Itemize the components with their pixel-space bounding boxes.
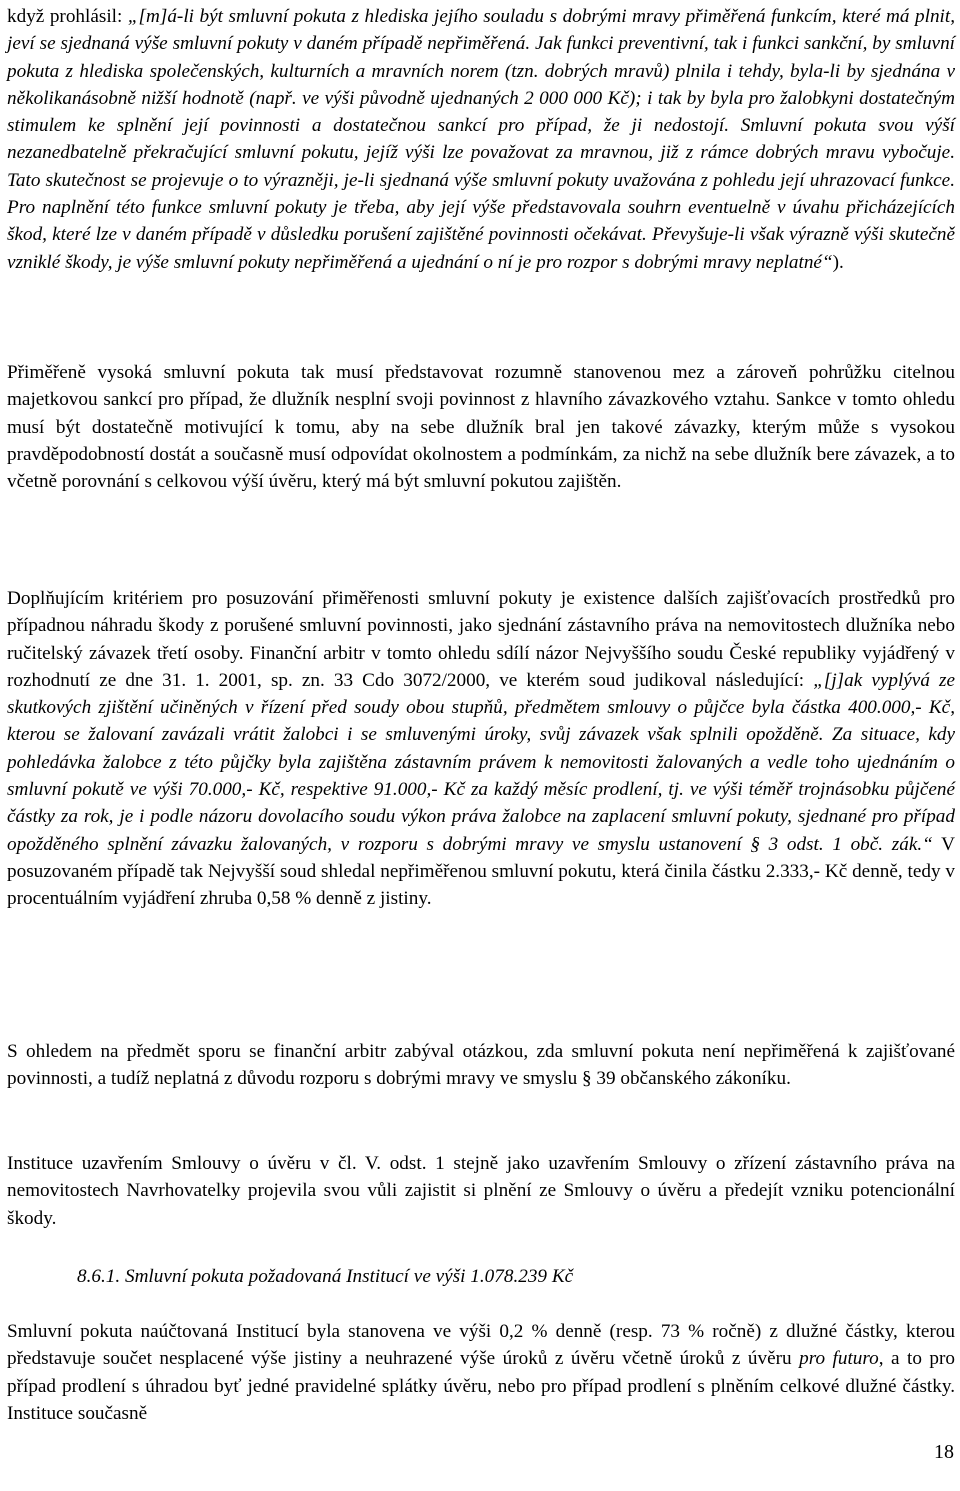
paragraph-conclusion: V posuzovaném případě tak Nejvyšší soud shledal nepřiměřenou smluvní pokutu, která činila částku 2.333,- Kč denně, tedy v procentuálním vyjádření zhruba 0,58 % denně z jistiny. <box>7 833 955 910</box>
quoted-supreme-court-text: „[j]ak vyplývá ze skutkových zjištění učiněných v řízení před soudy obou stupňů, předmětem smlouvy o půjčce byla částka 400.000,- Kč, kterou se žalovaní zavázali vrátit žalobci i se smluvenými úroky, svůj závazek však splnili opožděně. Za situace, kdy pohledávka žalobce z této půjčky byla zajištěna zástavním právem k nemovitosti žalovaných a vedle toho ujednáním o smluvní pokutě ve výši 70.000,- Kč, respektive 91.000,- Kč za každý měsíc prodlení, tj. ve výši téměř trojnásobku půjčené částky za rok, je i podle názoru dovolacího soudu výkon práva žalobce na zaplacení smluvní pokuty, sjednané pro případ opožděného splnění závazku žalovaných, v rozporu s dobrými mravy ve smyslu ustanovení § 3 odst. 1 obč. zák.“ <box>7 669 955 855</box>
paragraph-adequate-penalty: Přiměřeně vysoká smluvní pokuta tak musí představovat rozumně stanovenou mez a zároveň pohrůžku citelnou majetkovou sankcí pro případ, že dlužník nesplní svoji povinnost z hlavního závazkového vztahu. Sankce v tomto ohledu musí být dostatečně motivující k tomu, aby na sebe dlužník bral jen takové závazky, kterým může s vysokou pravděpodobností dostát a současně musí odpovídat okolnostem a podmínkám, za nichž na sebe dlužník bere závazek, a to včetně porovnání s celkovou výší úvěru, který má být smluvní pokutou zajištěn. <box>7 362 955 493</box>
paragraph-text: Smluvní pokuta naúčtovaná Institucí byla stanovena ve výši 0,2 % denně (resp. 73 % ročně) z dlužné částky, kterou představuje součet nesplacené výše jistiny a neuhrazené výše úroků z úvěru včetně úroků z úvěru <box>7 1321 955 1370</box>
paragraph-subject-of-dispute: S ohledem na předmět sporu se finanční arbitr zabýval otázkou, zda smluvní pokuta není nepřiměřená k zajišťované povinnosti, a tudíž neplatná z důvodu rozporu s dobrými mravy ve smyslu § 39 občanského zákoníku. <box>7 1041 955 1090</box>
paragraph-text-continued: , a to pro případ prodlení s úhradou byť jedné pravidelné splátky úvěru, nebo pro případ prodlení s plněním celkové dlužné částky. Instituce současně <box>7 1348 955 1424</box>
paragraph-intro: když prohlásil: <box>7 6 128 27</box>
latin-phrase: pro futuro <box>799 1348 879 1370</box>
page-number: 18 <box>934 1441 954 1463</box>
quoted-ruling-text: „[m]á-li být smluvní pokuta z hlediska jejího souladu s dobrými mravy přiměřená funkcím, které má plnit, jeví se sjednaná výše smluvní pokuty v daném případě nepřiměřená. Jak funkci preventivní, tak i funkci sankční, by smluvní pokuta z hlediska společenských, kulturních a mravních norem (tzn. dobrých mravů) plnila i tehdy, byla-li by sjednána v několikanásobně nižší hodnotě (např. ve výši původně ujednaných 2 000 000 Kč); i tak by byla pro žalobkyni dostatečným stimulem ke splnění její povinnosti a dostatečnou sankcí pro případ, že ji nedostojí. Smluvní pokuta svou výší nezanedbatelně překračující smluvní pokutu, jejíž výši lze považovat za mravnou, již z rámce dobrých mravu vybočuje. Tato skutečnost se projevuje o to výrazněji, je-li sjednaná výše smluvní pokuty uvažována z pohledu její uhrazovací funkce. Pro naplnění této funkce smluvní pokuty je třeba, aby její výše představovala souhrn eventuelně v úvahu přicházejících škod, které lze v daném případě v důsledku porušení zajištěné povinnosti očekávat. Převyšuje-li však výrazně výši skutečně vzniklé škody, je výše smluvní pokuty nepřiměřená a ujednání o ní je pro rozpor s dobrými mravy neplatné“ <box>7 6 955 273</box>
paragraph-penalty-charged <box>7 1318 955 1427</box>
paragraph-intro: Doplňujícím kritériem pro posuzování přiměřenosti smluvní pokuty je existence dalších zajišťovacích prostředků pro případnou náhradu škody z porušené smluvní povinnosti, jako sjednání zástavního práva na nemovitostech dlužníka nebo ručitelský závazek třetí osoby. Finanční arbitr v tomto ohledu sdílí názor Nejvyššího soudu České republiky vyjádřený v rozhodnutí ze dne 31. 1. 2001, sp. zn. 33 Cdo 3072/2000, ve kterém soud judikoval následující: <box>7 588 955 691</box>
paragraph-quote-contract-penalty <box>7 3 955 276</box>
section-heading: 8.6.1. Smluvní pokuta požadovaná Institucí ve výši 1.078.239 Kč <box>77 1266 574 1287</box>
paragraph-institution-agreement: Instituce uzavřením Smlouvy o úvěru v čl. V. odst. 1 stejně jako uzavřením Smlouvy o zřízení zástavního práva na nemovitostech Navrhovatelky projevila svou vůli zajistit si plnění ze Smlouvy o úvěru a předejít vzniku potencionální škody. <box>7 1153 955 1229</box>
paragraph-closing: ). <box>832 251 844 273</box>
paragraph-supplementary-criterion <box>7 585 955 913</box>
